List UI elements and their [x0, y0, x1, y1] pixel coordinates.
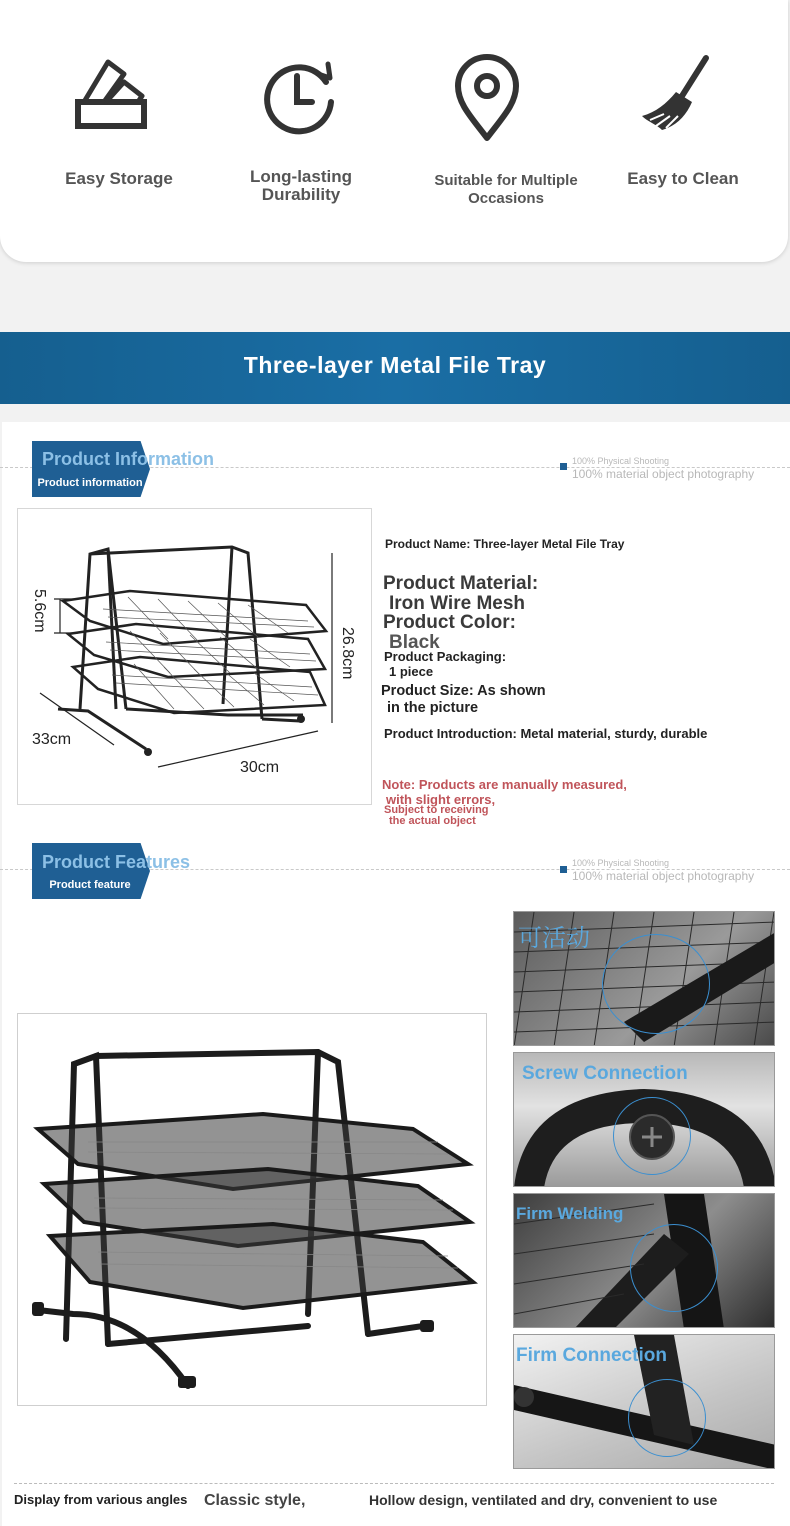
detail-photo-connection: [513, 1334, 775, 1469]
feature-label-clean: Easy to Clean: [627, 169, 739, 188]
detail-label-welding: Firm Welding: [516, 1204, 624, 1223]
highlight-ring: [628, 1379, 706, 1457]
note-line3: Subject to receiving: [384, 804, 489, 816]
note-line4: the actual object: [389, 815, 476, 827]
spec-material-label: Product Material:: [383, 573, 539, 594]
storage-box-icon: [68, 52, 158, 142]
dimension-depth: 33cm: [32, 731, 72, 748]
caption-angles: Display from various angles: [14, 1492, 188, 1507]
caption-hollow-design: Hollow design, ventilated and dry, convenient to use: [369, 1492, 718, 1508]
feature-label-storage: Easy Storage: [65, 169, 173, 188]
highlight-ring: [613, 1097, 691, 1175]
location-pin-icon: [442, 52, 532, 142]
detail-label-screw: Screw Connection: [522, 1063, 688, 1084]
banner-title: Three-layer Metal File Tray: [243, 352, 547, 378]
side-note-top: 100% Physical Shooting: [572, 456, 670, 466]
spec-product-name: Product Name: Three-layer Metal File Tray: [385, 537, 625, 551]
bottom-divider: [14, 1483, 774, 1484]
detail-label-movable: 可活动: [518, 925, 590, 952]
section-subtitle-info: Product information: [37, 477, 143, 489]
broom-icon: [636, 52, 726, 142]
caption-classic-style: Classic style,: [204, 1492, 306, 1509]
side-note-bottom: 100% material object photography: [572, 869, 755, 883]
detail-label-connection: Firm Connection: [516, 1345, 667, 1366]
spec-introduction: Product Introduction: Metal material, sturdy, durable: [384, 726, 708, 741]
note-line2: with slight errors,: [386, 792, 496, 807]
product-photo: [17, 1013, 487, 1406]
feature-card: [0, 0, 788, 262]
note-line1: Note: Products are manually measured,: [382, 777, 627, 792]
dimension-width: 30cm: [240, 759, 280, 776]
bullet-icon: [560, 866, 567, 873]
section-subtitle-features: Product feature: [49, 879, 131, 891]
spec-material-value: Iron Wire Mesh: [389, 593, 526, 614]
bullet-icon: [560, 463, 567, 470]
detail-photo-movable: [513, 911, 775, 1046]
dimension-gap: 5.6cm: [31, 589, 48, 633]
tray-line-drawing: [18, 509, 373, 806]
spec-color-label: Product Color:: [383, 612, 516, 633]
side-note-bottom: 100% material object photography: [572, 467, 755, 481]
spec-size-line1: Product Size: As shown: [381, 683, 546, 699]
spec-packaging-value: 1 piece: [389, 664, 434, 679]
detail-photo-welding: [513, 1193, 775, 1328]
spec-color-value: Black: [389, 632, 440, 653]
dimension-diagram: [17, 508, 372, 805]
feature-label-occasions: Suitable for Multiple Occasions: [434, 172, 578, 207]
highlight-ring: [602, 934, 710, 1034]
section-title-info: Product Information: [42, 449, 214, 469]
clock-icon: [254, 52, 344, 142]
spec-size-line2: in the picture: [387, 700, 479, 716]
detail-photo-screw: [513, 1052, 775, 1187]
section-title-features: Product Features: [42, 852, 191, 872]
spec-packaging-label: Product Packaging:: [384, 649, 507, 664]
feature-label-durability: Long-lasting Durability: [250, 167, 352, 204]
side-note-top: 100% Physical Shooting: [572, 858, 670, 868]
highlight-ring: [630, 1224, 718, 1312]
dimension-height: 26.8cm: [339, 627, 356, 680]
